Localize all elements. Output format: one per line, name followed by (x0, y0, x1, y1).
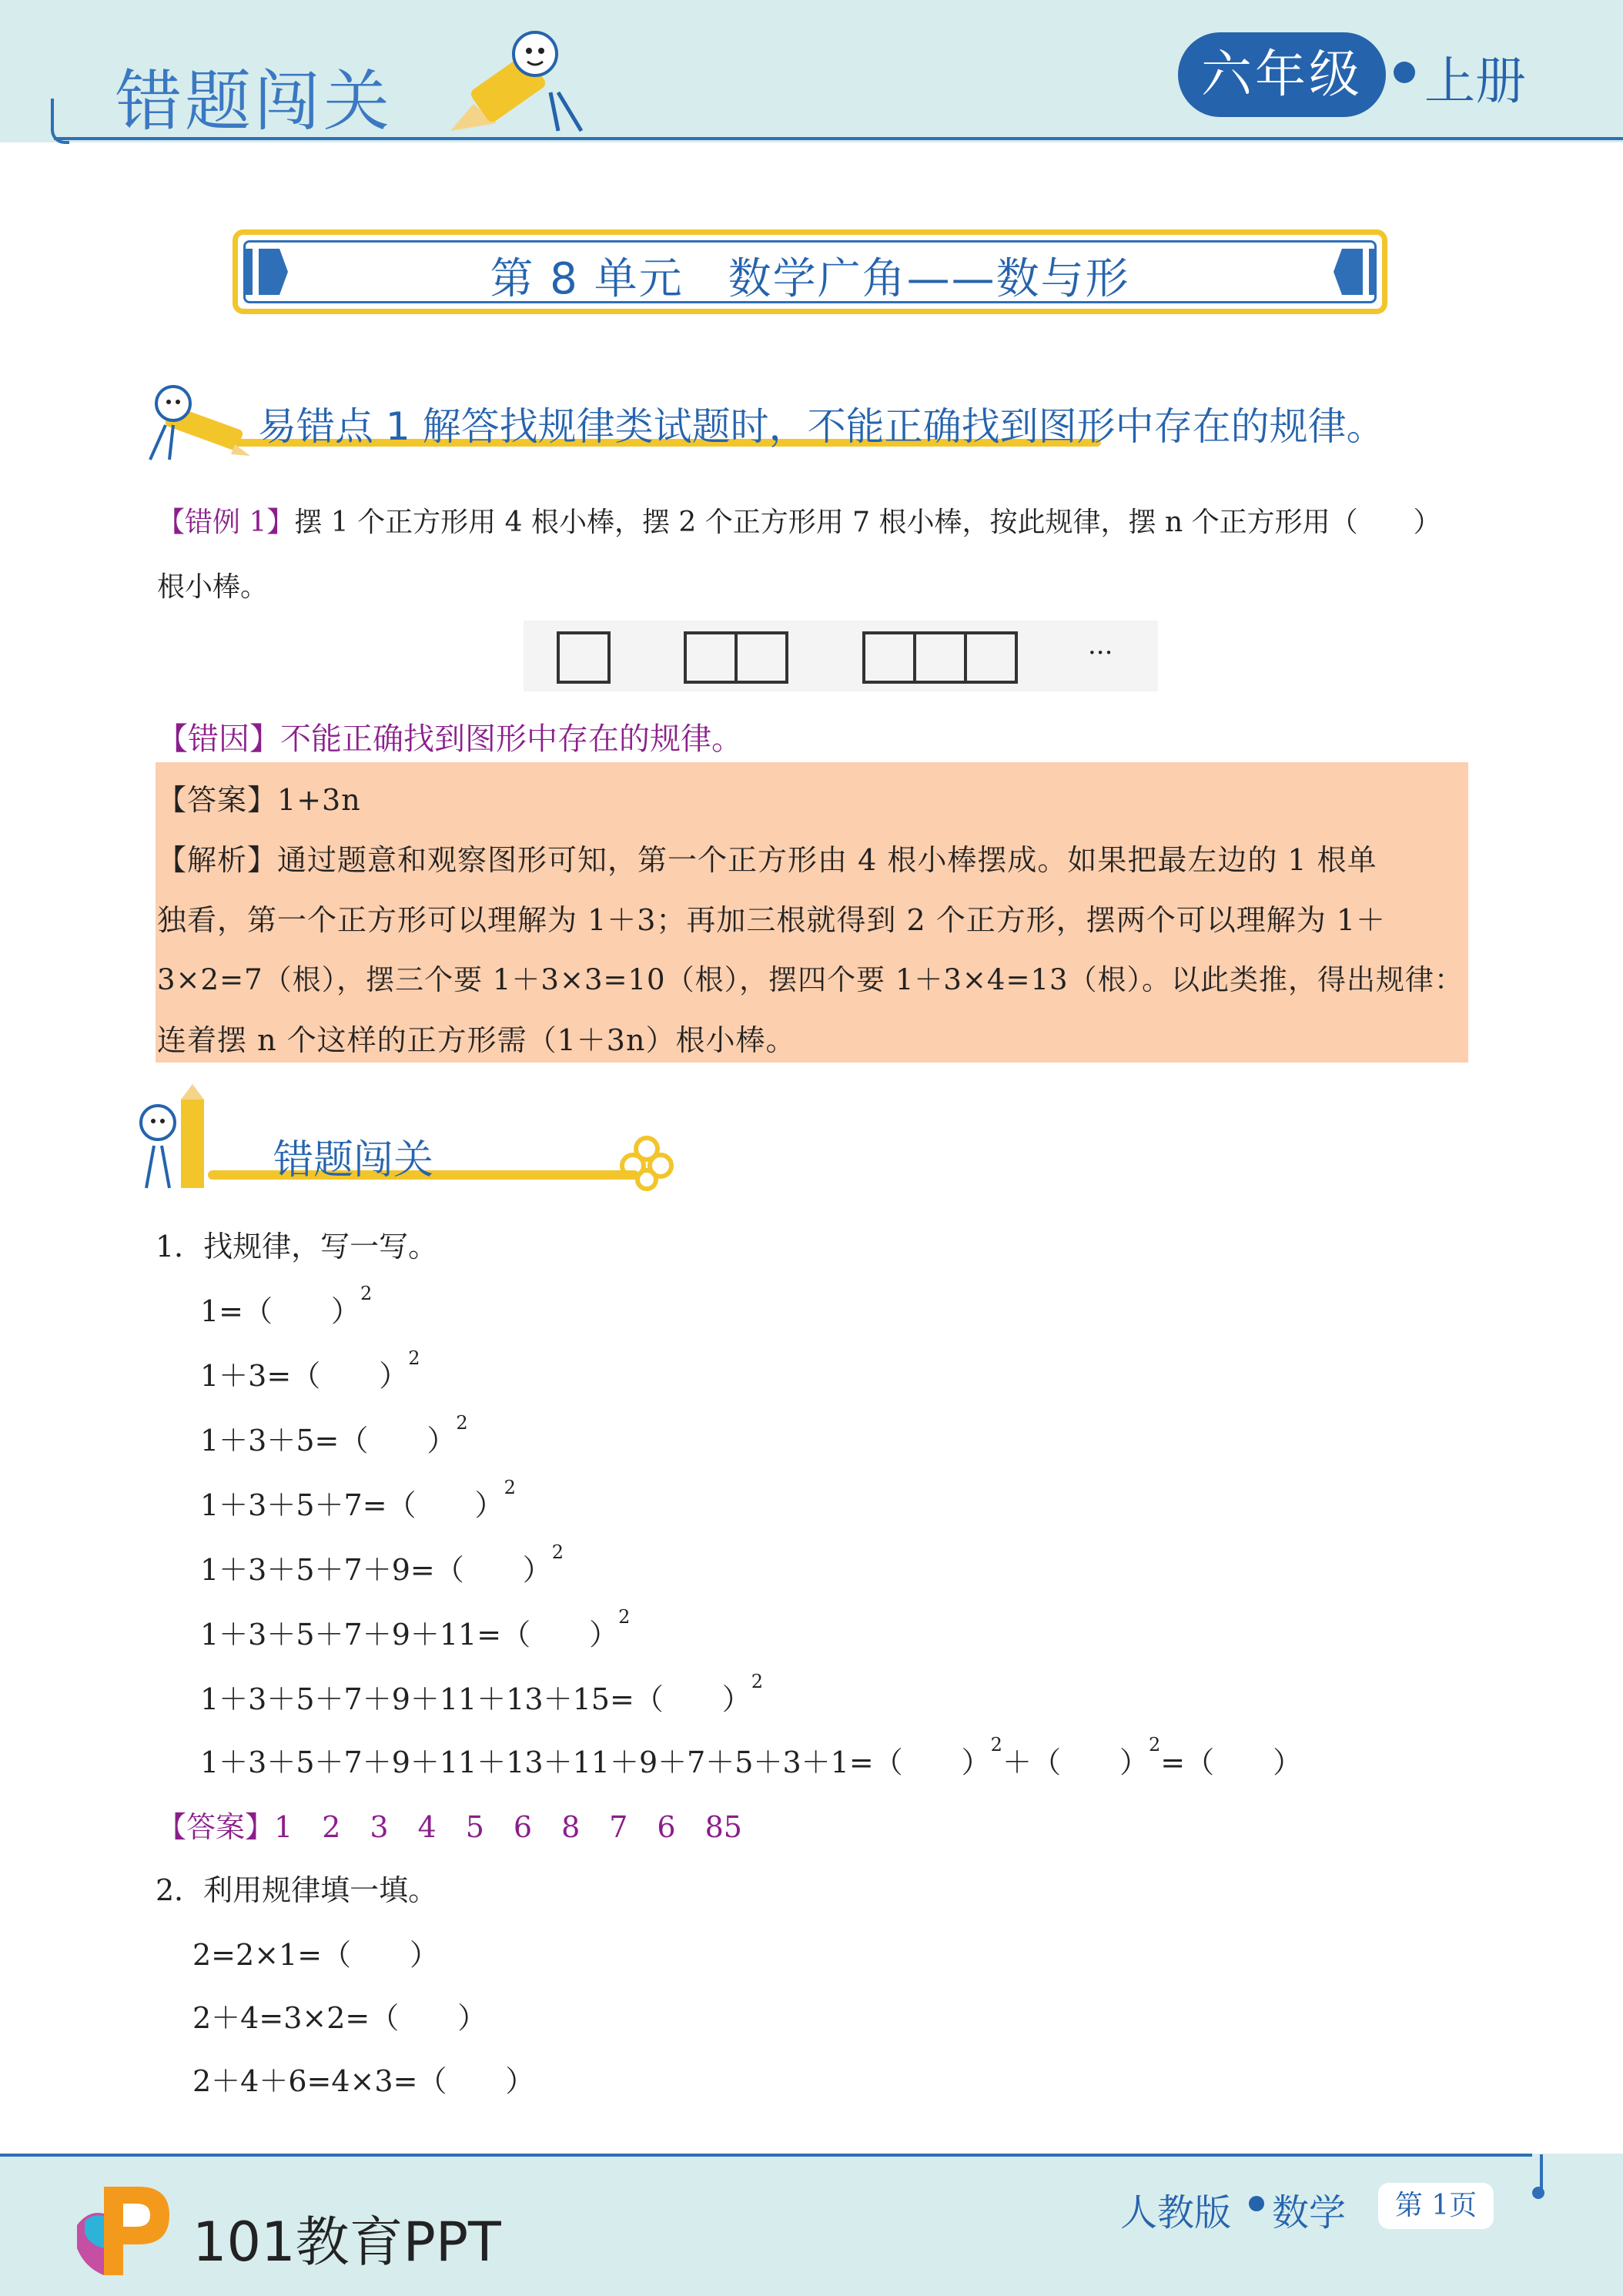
grade-badge: 六年级 (1178, 32, 1386, 117)
superscript: 2 (618, 1606, 631, 1628)
answer-label: 【答案】 (157, 783, 278, 817)
footer-hook-dot (1532, 2187, 1544, 2199)
q1-line-text: 1=（ ） (200, 1294, 361, 1328)
q1-line-text: 1＋3＋5＋7＋9=（ ） (200, 1553, 552, 1587)
analysis-line-3: 3×2=7（根），摆三个要 1＋3×3=10（根），摆四个要 1＋3×4=13（根）。以此类推，得出规律： (157, 963, 1464, 996)
superscript: 2 (360, 1283, 373, 1304)
footer-dot (1249, 2196, 1264, 2211)
superscript: 2 (990, 1734, 1002, 1755)
superscript: 2 (1148, 1734, 1161, 1755)
footer-divider (0, 2154, 1532, 2157)
superscript: 2 (751, 1671, 764, 1692)
footer-edition: 人教版 (1120, 2191, 1232, 2234)
q1-line-2 (200, 1347, 420, 1394)
cause-text: 不能正确找到图形中存在的规律。 (280, 721, 742, 757)
practice-flower-icon (616, 1132, 678, 1193)
q1-line-5 (200, 1541, 564, 1588)
q1-line-text: =（ ） (1160, 1745, 1303, 1779)
q2-line-1: 2=2×1=（ ） (192, 1938, 440, 1972)
q1-line-6 (200, 1606, 631, 1653)
example-line-2: 根小棒。 (157, 571, 269, 603)
superscript: 2 (504, 1477, 516, 1498)
square-sequence-figure (524, 621, 1158, 691)
q1-line-3 (200, 1412, 468, 1459)
example-text: 摆 1 个正方形用 4 根小棒，摆 2 个正方形用 7 根小棒，按此规律，摆 n 个正方形用（ ） (294, 507, 1441, 538)
answer-text: 1+3n (277, 783, 361, 817)
analysis-line-4: 连着摆 n 个这样的正方形需（1＋3n）根小棒。 (157, 1023, 796, 1057)
q1-answer-text: 1 2 3 4 5 6 8 7 6 85 (274, 1810, 742, 1844)
q1-line-1 (200, 1283, 373, 1330)
q2-line-3: 2＋4＋6=4×3=（ ） (192, 2064, 535, 2098)
cause-line (157, 715, 742, 758)
error-point-title: 易错点 1 解答找规律类试题时，不能正确找到图形中存在的规律。 (258, 404, 1385, 449)
footer-brand: 101教育PPT (192, 2211, 501, 2274)
superscript: 2 (408, 1347, 420, 1369)
q1-line-text: 1＋3＋5＋7＋9＋11＋13＋11＋9＋7＋5＋3＋1=（ ） (200, 1745, 991, 1779)
question-2-title: 2．利用规律填一填。 (156, 1873, 438, 1907)
superscript: 2 (551, 1541, 564, 1563)
q1-line-text: ＋（ ） (1002, 1745, 1149, 1779)
q1-line-4 (200, 1477, 516, 1524)
example-label: 【错例 1】 (157, 507, 295, 538)
q1-line-text: 1＋3＋5＋7=（ ） (200, 1488, 504, 1522)
sequence-ellipsis: ··· (1088, 638, 1113, 668)
mascot-pencil-standing-icon (127, 1084, 227, 1192)
q1-line-7 (200, 1671, 764, 1718)
q1-line-text: 1＋3=（ ） (200, 1359, 409, 1393)
brand-logo-icon (73, 2179, 181, 2279)
header-hook (51, 99, 69, 144)
grade-dot (1394, 62, 1415, 83)
q2-line-2: 2＋4=3×2=（ ） (192, 2001, 487, 2035)
footer-subject: 数学 (1272, 2191, 1347, 2234)
q1-line-text: 1＋3＋5=（ ） (200, 1424, 457, 1458)
practice-title: 错题闯关 (273, 1137, 434, 1183)
brand-title: 错题闯关 (115, 63, 393, 140)
mascot-pencil-icon (135, 379, 250, 464)
analysis-line-2: 独看，第一个正方形可以理解为 1＋3；再加三根就得到 2 个正方形，摆两个可以理解为 1＋ (157, 903, 1387, 937)
q1-line-text: 1＋3＋5＋7＋9＋11＋13＋15=（ ） (200, 1682, 751, 1716)
q1-answer-label: 【答案】 (157, 1810, 275, 1844)
analysis-line-1: 【解析】通过题意和观察图形可知，第一个正方形由 4 根小棒摆成。如果把最左边的 1 根单 (157, 843, 1377, 877)
volume-label: 上册 (1424, 52, 1526, 111)
question-1-title: 1．找规律，写一写。 (156, 1230, 438, 1263)
answer-line (157, 776, 361, 818)
page-number: 第 1页 (1378, 2183, 1494, 2229)
q1-line-8 (200, 1734, 1303, 1781)
q1-answer (157, 1803, 742, 1846)
example-line-1 (157, 500, 1441, 540)
unit-title: 第 8 单元 数学广角——数与形 (490, 254, 1130, 304)
superscript: 2 (456, 1412, 468, 1434)
q1-line-text: 1＋3＋5＋7＋9＋11=（ ） (200, 1618, 619, 1652)
cause-label: 【错因】 (157, 721, 280, 757)
pencil-mascot-icon (443, 15, 597, 139)
